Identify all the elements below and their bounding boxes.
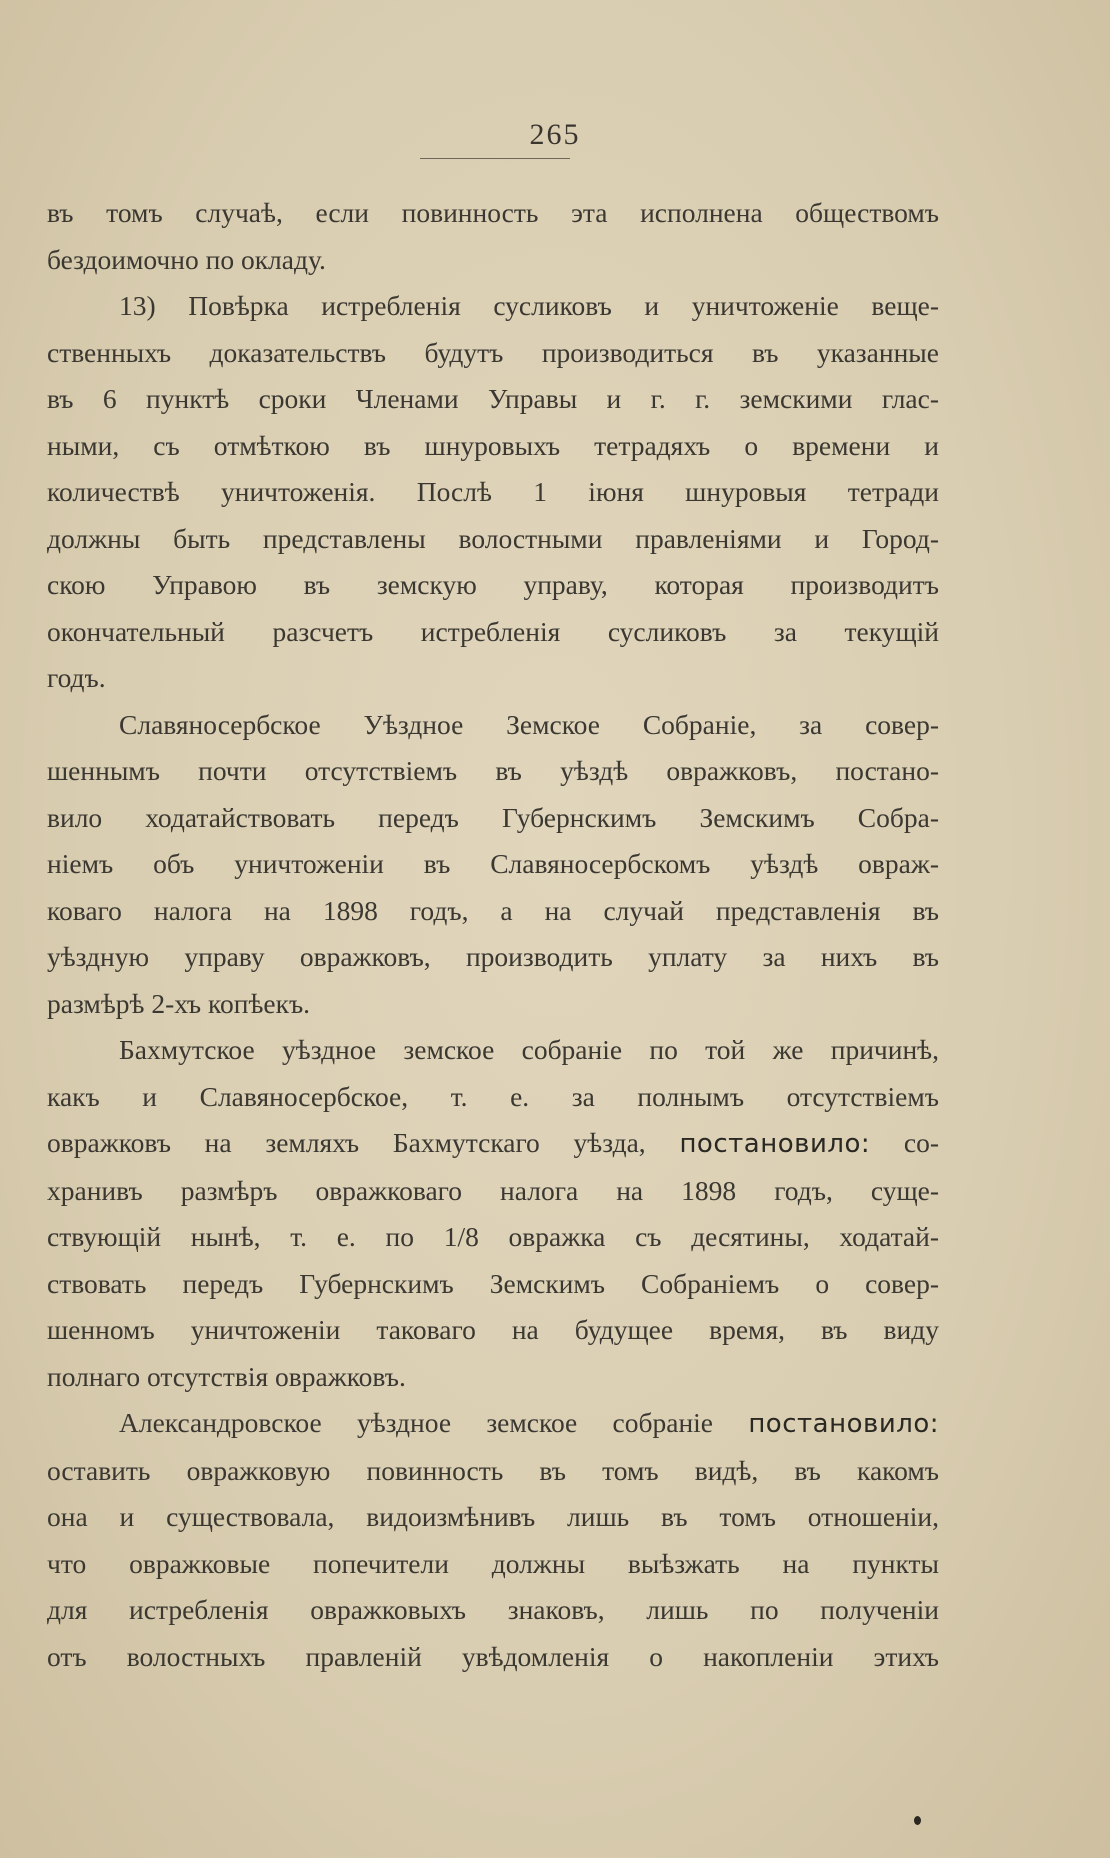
text-line: годъ.	[47, 662, 106, 693]
text-segment: Александровское уѣздное земское собраніе	[119, 1407, 714, 1438]
fraction: 1/8	[443, 1221, 479, 1252]
text-line: шеннымъ почти отсутствіемъ въ уѣздѣ овражковъ, постано-	[47, 755, 939, 786]
page-number: 265	[529, 118, 581, 151]
body-text	[47, 190, 939, 1680]
text-segment: со-	[903, 1127, 940, 1158]
emphasis-word: постановило:	[679, 1129, 871, 1159]
emphasis-word: постановило:	[748, 1409, 940, 1439]
text-line: она и существовала, видоизмѣнивъ лишь въ томъ отношеніи,	[47, 1501, 939, 1532]
text-line: что овражковые попечители должны выѣзжать на пункты	[47, 1547, 939, 1579]
text-line: скою Управою въ земскую управу, которая производитъ	[47, 569, 939, 600]
text-line: количествѣ уничтоженія. Послѣ 1 іюня шнуровыя тетради	[47, 476, 939, 507]
text-line: для истребленія овражковыхъ знаковъ, лишь по полученіи	[47, 1594, 939, 1625]
text-line: Бахмутское уѣздное земское собраніе по той же причинѣ,	[119, 1034, 939, 1065]
text-line: ными, съ отмѣткою въ шнуровыхъ тетрадяхъ о времени и	[47, 429, 939, 461]
text-line: коваго налога на 1898 годъ, а на случай представленія въ	[47, 894, 939, 926]
text-line: должны быть представлены волостными правленіями и Город-	[47, 522, 939, 554]
text-line: ніемъ объ уничтоженіи въ Славяносербскомъ уѣздѣ овраж-	[47, 848, 939, 879]
text-line: хранивъ размѣръ овражковаго налога на 1898 годъ, суще-	[47, 1174, 939, 1206]
text-line: вило ходатайствовать передъ Губернскимъ Земскимъ Собра-	[47, 801, 939, 833]
text-line: 13) Повѣрка истребленія сусликовъ и уничтоженіе веще-	[119, 290, 939, 321]
text-line: въ 6 пунктѣ сроки Членами Управы и г. г. земскими глас-	[47, 383, 939, 414]
text-line	[47, 1120, 939, 1168]
text-line: Славяносербское Уѣздное Земское Собраніе, за совер-	[119, 708, 939, 740]
text-line: какъ и Славяносербское, т. е. за полнымъ отсутствіемъ	[47, 1080, 939, 1112]
text-line: шенномъ уничтоженіи таковаго на будущее время, въ виду	[47, 1314, 939, 1345]
text-line: отъ волостныхъ правленій увѣдомленія о накопленіи этихъ	[47, 1640, 939, 1672]
text-line: въ томъ случаѣ, если повинность эта исполнена обществомъ	[47, 197, 939, 228]
text-line: ствовать передъ Губернскимъ Земскимъ Собраніемъ о совер-	[47, 1267, 939, 1299]
text-line: оставить овражковую повинность въ томъ видѣ, въ какомъ	[47, 1454, 939, 1486]
text-line	[47, 1400, 939, 1448]
text-segment: ствующій нынѣ, т. е. по	[47, 1221, 414, 1252]
text-line: уѣздную управу овражковъ, производить уплату за нихъ въ	[47, 941, 939, 972]
text-line: бездоимочно по окладу.	[47, 243, 326, 275]
text-segment: овражковъ на земляхъ Бахмутскаго уѣзда,	[47, 1127, 646, 1158]
page-number-rule	[420, 158, 570, 159]
text-line: ственныхъ доказательствъ будутъ производиться въ указанные	[47, 336, 939, 368]
ink-speck	[914, 1816, 921, 1825]
text-line: окончательный разсчетъ истребленія сусликовъ за текущій	[47, 615, 939, 647]
text-segment: овражка съ десятины, ходатай-	[508, 1221, 940, 1252]
text-line	[47, 1214, 939, 1261]
text-line: полнаго отсутствія овражковъ.	[47, 1360, 406, 1392]
text-line: размѣрѣ 2-хъ копѣекъ.	[47, 987, 311, 1019]
